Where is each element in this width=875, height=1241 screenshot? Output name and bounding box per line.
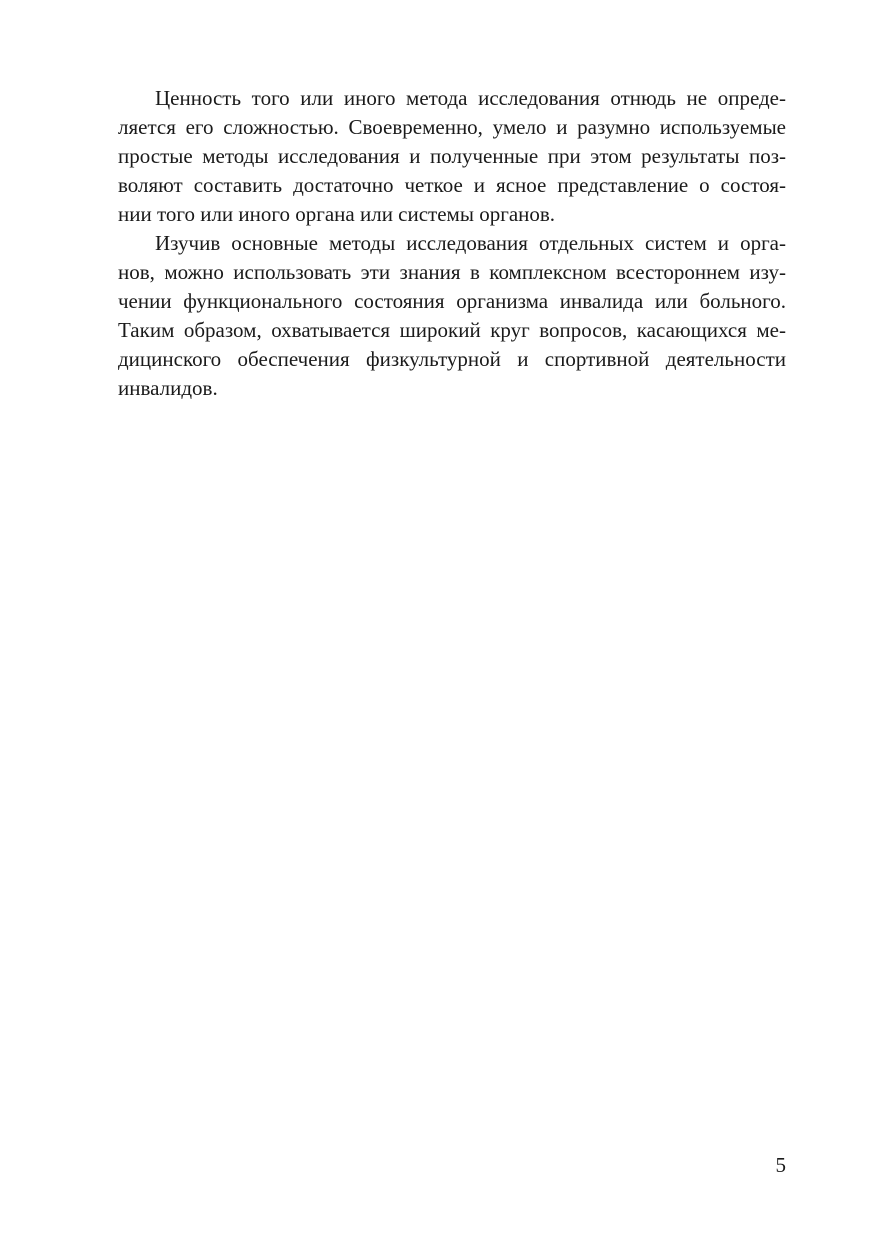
text-line: ляется его сложностью. Своевременно, умело и разумно используемые [118, 115, 786, 139]
body-text [118, 84, 786, 403]
text-line: простые методы исследования и полученные при этом результаты поз- [118, 144, 786, 168]
text-line: нов, можно использовать эти знания в комплексном всестороннем изу- [118, 260, 786, 284]
text-line: воляют составить достаточно четкое и ясное представление о состоя- [118, 173, 786, 197]
text-line: дицинского обеспечения физкультурной и спортивной деятельности [118, 347, 786, 371]
paragraph-2 [118, 229, 786, 403]
page-number: 5 [775, 1153, 786, 1177]
text-line: нии того или иного органа или системы органов. [118, 202, 556, 226]
text-line: Таким образом, охватывается широкий круг вопросов, касающихся ме- [118, 318, 786, 342]
text-line: чении функционального состояния организма инвалида или больного. [118, 289, 786, 313]
text-line: инвалидов. [118, 376, 218, 400]
text-line: Изучив основные методы исследования отдельных систем и орга- [155, 231, 786, 255]
paragraph-1 [118, 84, 786, 229]
text-line: Ценность того или иного метода исследования отнюдь не опреде- [155, 86, 786, 110]
